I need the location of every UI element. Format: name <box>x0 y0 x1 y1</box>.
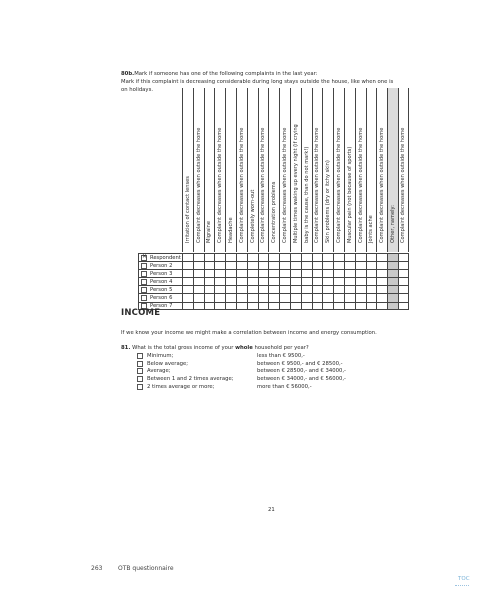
complaint-label: Complaint decreases when outside the home <box>195 127 202 243</box>
complaint-column-header <box>268 88 279 252</box>
answer-cell[interactable] <box>387 254 398 261</box>
answer-cell[interactable] <box>290 294 301 301</box>
person-label <box>138 286 182 293</box>
answer-cell[interactable] <box>258 262 269 269</box>
complaint-label: Irritation of contact lenses <box>184 176 191 243</box>
answer-cell[interactable] <box>333 303 344 309</box>
answer-cell[interactable] <box>355 262 366 269</box>
person-checkbox[interactable] <box>141 255 147 261</box>
person-label <box>138 278 182 285</box>
answer-cell[interactable] <box>376 270 387 277</box>
income-checkbox[interactable] <box>137 353 143 359</box>
answer-cell[interactable] <box>344 254 355 261</box>
answer-cell[interactable] <box>279 278 290 285</box>
answer-cell[interactable] <box>366 278 377 285</box>
complaint-label: Completely worn-out <box>249 189 256 243</box>
income-option <box>137 383 377 391</box>
answer-cell[interactable] <box>322 294 333 301</box>
person-row <box>138 253 409 261</box>
answer-cell[interactable] <box>214 262 225 269</box>
answer-cell[interactable] <box>312 286 323 293</box>
complaint-label: Complaint decreases when outside the home <box>314 127 321 243</box>
income-option-label: Minimum; <box>147 352 174 359</box>
answer-cell[interactable] <box>322 270 333 277</box>
complaint-column-header <box>301 88 312 252</box>
answer-cell[interactable] <box>398 303 409 309</box>
answer-cell[interactable] <box>236 278 247 285</box>
answer-cell[interactable] <box>301 254 312 261</box>
answer-cell[interactable] <box>204 262 215 269</box>
answer-cell[interactable] <box>247 303 258 309</box>
complaint-label: Headache <box>228 217 235 243</box>
complaint-label: Other, namely: <box>390 205 397 243</box>
complaint-column-header <box>355 88 366 252</box>
person-checkbox[interactable] <box>141 279 147 285</box>
answer-cell[interactable] <box>204 286 215 293</box>
answer-cell[interactable] <box>355 254 366 261</box>
answer-cell[interactable] <box>268 262 279 269</box>
person-row <box>138 261 409 269</box>
answer-cell[interactable] <box>247 262 258 269</box>
answer-cell[interactable] <box>387 294 398 301</box>
answer-cell[interactable] <box>376 294 387 301</box>
answer-cell[interactable] <box>387 303 398 309</box>
answer-cell[interactable] <box>214 294 225 301</box>
person-label <box>138 270 182 277</box>
income-checkbox[interactable] <box>137 376 143 382</box>
answer-cell[interactable] <box>193 254 204 261</box>
answer-cell[interactable] <box>322 303 333 309</box>
answer-cell[interactable] <box>387 286 398 293</box>
complaint-label: Complaint decreases when outside the home <box>336 127 343 243</box>
answer-cell[interactable] <box>301 294 312 301</box>
answer-cell[interactable] <box>204 303 215 309</box>
answer-cell[interactable] <box>344 286 355 293</box>
question-number: 80b. <box>121 71 135 77</box>
answer-cell[interactable] <box>398 278 409 285</box>
answer-cell[interactable] <box>182 278 193 285</box>
income-intro: If we know your income we might make a correlation between income and energy consumption. <box>121 330 377 336</box>
complaint-column-header <box>182 88 193 252</box>
answer-cell[interactable] <box>312 294 323 301</box>
answer-cell[interactable] <box>312 262 323 269</box>
person-name: Person 3 <box>150 270 173 277</box>
answer-cell[interactable] <box>333 254 344 261</box>
income-option-range: more than € 56000,- <box>257 384 312 391</box>
income-option <box>137 360 377 368</box>
complaint-label: Multiple times waking up every night (if crying <box>292 124 299 243</box>
question-number: 81. <box>121 345 131 351</box>
complaint-column-header <box>387 88 398 252</box>
answer-cell[interactable] <box>236 303 247 309</box>
answer-cell[interactable] <box>312 278 323 285</box>
question-text-bold: whole <box>235 345 253 351</box>
answer-cell[interactable] <box>182 286 193 293</box>
answer-cell[interactable] <box>268 294 279 301</box>
answer-cell[interactable] <box>182 254 193 261</box>
answer-cell[interactable] <box>322 278 333 285</box>
complaint-column-header <box>193 88 204 252</box>
answer-cell[interactable] <box>225 270 236 277</box>
answer-cell[interactable] <box>333 262 344 269</box>
question-text: household per year? <box>252 345 309 351</box>
section-title: INCOME <box>121 308 161 318</box>
answer-cell[interactable] <box>268 286 279 293</box>
income-checkbox[interactable] <box>137 368 143 374</box>
answer-cell[interactable] <box>193 278 204 285</box>
complaint-column-header <box>247 88 258 252</box>
answer-cell[interactable] <box>322 254 333 261</box>
income-option-label: 2 times average or more; <box>147 384 215 391</box>
person-row <box>138 277 409 285</box>
question-line: Mark if this complaint is decreasing considerable during long stays outside the house, like when one is <box>121 79 394 85</box>
question-81 <box>121 345 309 351</box>
answer-cell[interactable] <box>247 254 258 261</box>
complaint-label: Complaint decreases when outside the home <box>260 127 267 243</box>
person-label <box>138 294 182 301</box>
answer-cell[interactable] <box>366 270 377 277</box>
person-name: Person 6 <box>150 295 173 302</box>
answer-cell[interactable] <box>268 303 279 309</box>
complaint-column-header <box>366 88 377 252</box>
question-text: What is the total gross income of your <box>132 345 236 351</box>
answer-cell[interactable] <box>214 286 225 293</box>
answer-cell[interactable] <box>366 262 377 269</box>
answer-cell[interactable] <box>258 278 269 285</box>
complaint-label: Concentration problems <box>271 181 278 243</box>
answer-cell[interactable] <box>236 294 247 301</box>
answer-cell[interactable] <box>344 294 355 301</box>
answer-cell[interactable] <box>344 303 355 309</box>
answer-cell[interactable] <box>268 254 279 261</box>
answer-cell[interactable] <box>376 303 387 309</box>
person-row <box>138 285 409 293</box>
person-name: Person 4 <box>150 278 173 285</box>
answer-cell[interactable] <box>279 303 290 309</box>
complaint-label: Complaint decreases when outside the home <box>238 127 245 243</box>
income-checkbox[interactable] <box>137 384 143 390</box>
answer-cell[interactable] <box>398 254 409 261</box>
answer-cell[interactable] <box>322 262 333 269</box>
answer-cell[interactable] <box>193 294 204 301</box>
answer-cell[interactable] <box>182 262 193 269</box>
complaint-label: Complaint decreases when outside the home <box>217 127 224 243</box>
answer-cell[interactable] <box>376 278 387 285</box>
answer-cell[interactable] <box>290 286 301 293</box>
answer-cell[interactable] <box>376 286 387 293</box>
question-line: on holidays. <box>121 87 154 93</box>
complaint-column-header <box>204 88 215 252</box>
complaint-label: Complaint decreases when outside the home <box>357 127 364 243</box>
complaint-label: Complaint decreases when outside the home <box>400 127 407 243</box>
answer-cell[interactable] <box>301 303 312 309</box>
complaint-label: Muscular pain (not because of sports) <box>346 146 353 243</box>
answer-cell[interactable] <box>387 270 398 277</box>
answer-cell[interactable] <box>366 303 377 309</box>
answer-cell[interactable] <box>258 286 269 293</box>
footer-title: OTB questionnaire <box>118 565 174 572</box>
complaint-column-header <box>258 88 269 252</box>
complaint-column-header <box>322 88 333 252</box>
person-label <box>138 254 182 261</box>
income-option <box>137 368 377 376</box>
complaint-column-header <box>398 88 409 252</box>
income-option-label: Between 1 and 2 times average; <box>147 376 234 383</box>
answer-cell[interactable] <box>366 254 377 261</box>
answer-cell[interactable] <box>247 294 258 301</box>
answer-cell[interactable] <box>279 254 290 261</box>
answer-cell[interactable] <box>312 254 323 261</box>
answer-cell[interactable] <box>355 294 366 301</box>
complaint-column-header <box>236 88 247 252</box>
answer-cell[interactable] <box>258 254 269 261</box>
income-options <box>137 352 377 391</box>
answer-cell[interactable] <box>398 270 409 277</box>
answer-cell[interactable] <box>225 254 236 261</box>
complaint-column-header <box>214 88 225 252</box>
answer-cell[interactable] <box>355 303 366 309</box>
income-option-range: between € 28500,- and € 34000,- <box>257 368 346 375</box>
answer-cell[interactable] <box>204 294 215 301</box>
answer-cell[interactable] <box>301 286 312 293</box>
answer-cell[interactable] <box>236 286 247 293</box>
answer-cell[interactable] <box>387 278 398 285</box>
answer-cell[interactable] <box>344 262 355 269</box>
person-label <box>138 262 182 269</box>
question-line: Mark if someone has one of the following complaints in the last year: <box>134 71 318 77</box>
answer-cell[interactable] <box>312 303 323 309</box>
answer-cell[interactable] <box>225 278 236 285</box>
answer-cell[interactable] <box>204 254 215 261</box>
complaint-column-header <box>376 88 387 252</box>
complaint-label: Complaint decreases when outside the home <box>282 127 289 243</box>
person-checkbox[interactable] <box>141 271 147 277</box>
complaint-label: baby is the cause, than do not mark!) <box>303 146 310 243</box>
answer-cell[interactable] <box>214 254 225 261</box>
answer-cell[interactable] <box>387 262 398 269</box>
answer-cell[interactable] <box>290 254 301 261</box>
complaint-column-header <box>312 88 323 252</box>
answer-cell[interactable] <box>225 286 236 293</box>
footer-page-number: 263 <box>91 565 103 572</box>
answer-cell[interactable] <box>268 278 279 285</box>
person-name: Respondent <box>150 254 181 261</box>
income-option <box>137 375 377 383</box>
answer-cell[interactable] <box>290 262 301 269</box>
answer-cell[interactable] <box>376 254 387 261</box>
answer-cell[interactable] <box>182 270 193 277</box>
answer-cell[interactable] <box>204 270 215 277</box>
answer-cell[interactable] <box>193 270 204 277</box>
answer-cell[interactable] <box>301 262 312 269</box>
income-option <box>137 352 377 360</box>
answer-cell[interactable] <box>279 286 290 293</box>
income-option-label: Below average; <box>147 360 189 367</box>
answer-cell[interactable] <box>204 278 215 285</box>
person-name: Person 2 <box>150 262 173 269</box>
complaint-label: Joints ache <box>368 215 375 243</box>
answer-cell[interactable] <box>333 286 344 293</box>
complaint-column-header <box>333 88 344 252</box>
page-number: 21 <box>268 507 275 513</box>
answer-cell[interactable] <box>279 262 290 269</box>
answer-cell[interactable] <box>355 286 366 293</box>
answer-cell[interactable] <box>333 270 344 277</box>
answer-cell[interactable] <box>236 270 247 277</box>
answer-cell[interactable] <box>247 286 258 293</box>
answer-cell[interactable] <box>312 270 323 277</box>
complaints-grid <box>138 253 409 310</box>
toc-underline <box>455 585 469 586</box>
person-row <box>138 269 409 277</box>
complaint-column-header <box>344 88 355 252</box>
answer-cell[interactable] <box>344 270 355 277</box>
complaints-header <box>182 88 409 252</box>
answer-cell[interactable] <box>301 278 312 285</box>
answer-cell[interactable] <box>398 286 409 293</box>
person-name: Person 7 <box>150 302 173 309</box>
complaint-label: Skin problems (dry or itchy skin) <box>325 160 332 243</box>
person-checkbox[interactable] <box>141 295 147 301</box>
income-option-range: between € 9500,- and € 28500,- <box>257 360 343 367</box>
answer-cell[interactable] <box>290 270 301 277</box>
answer-cell[interactable] <box>214 303 225 309</box>
answer-cell[interactable] <box>355 270 366 277</box>
answer-cell[interactable] <box>376 262 387 269</box>
answer-cell[interactable] <box>344 278 355 285</box>
income-option-range: less than € 9500,- <box>257 352 305 359</box>
answer-cell[interactable] <box>333 294 344 301</box>
answer-cell[interactable] <box>236 254 247 261</box>
person-row <box>138 293 409 301</box>
answer-cell[interactable] <box>193 303 204 309</box>
answer-cell[interactable] <box>193 286 204 293</box>
answer-cell[interactable] <box>182 303 193 309</box>
answer-cell[interactable] <box>398 262 409 269</box>
toc-link[interactable]: TOC <box>458 576 470 582</box>
complaint-label: Migraine <box>206 220 213 243</box>
answer-cell[interactable] <box>225 262 236 269</box>
complaint-column-header <box>225 88 236 252</box>
answer-cell[interactable] <box>214 278 225 285</box>
answer-cell[interactable] <box>258 294 269 301</box>
complaint-label: Complaint decreases when outside the home <box>379 127 386 243</box>
answer-cell[interactable] <box>290 278 301 285</box>
person-checkbox[interactable] <box>141 287 147 293</box>
complaint-column-header <box>290 88 301 252</box>
answer-cell[interactable] <box>214 270 225 277</box>
answer-cell[interactable] <box>236 262 247 269</box>
person-checkbox[interactable] <box>141 263 147 269</box>
person-row <box>138 302 409 310</box>
answer-cell[interactable] <box>355 278 366 285</box>
income-checkbox[interactable] <box>137 361 143 367</box>
answer-cell[interactable] <box>247 278 258 285</box>
answer-cell[interactable] <box>193 262 204 269</box>
answer-cell[interactable] <box>279 270 290 277</box>
answer-cell[interactable] <box>279 294 290 301</box>
complaint-column-header <box>279 88 290 252</box>
answer-cell[interactable] <box>225 303 236 309</box>
answer-cell[interactable] <box>322 286 333 293</box>
answer-cell[interactable] <box>182 294 193 301</box>
answer-cell[interactable] <box>258 270 269 277</box>
income-option-label: Average; <box>147 368 171 375</box>
answer-cell[interactable] <box>366 286 377 293</box>
answer-cell[interactable] <box>268 270 279 277</box>
answer-cell[interactable] <box>398 294 409 301</box>
person-name: Person 5 <box>150 286 173 293</box>
answer-cell[interactable] <box>247 270 258 277</box>
answer-cell[interactable] <box>333 278 344 285</box>
answer-cell[interactable] <box>225 294 236 301</box>
answer-cell[interactable] <box>301 270 312 277</box>
answer-cell[interactable] <box>366 294 377 301</box>
answer-cell[interactable] <box>258 303 269 309</box>
answer-cell[interactable] <box>290 303 301 309</box>
income-option-range: between € 34000,- and € 56000,- <box>257 376 346 383</box>
